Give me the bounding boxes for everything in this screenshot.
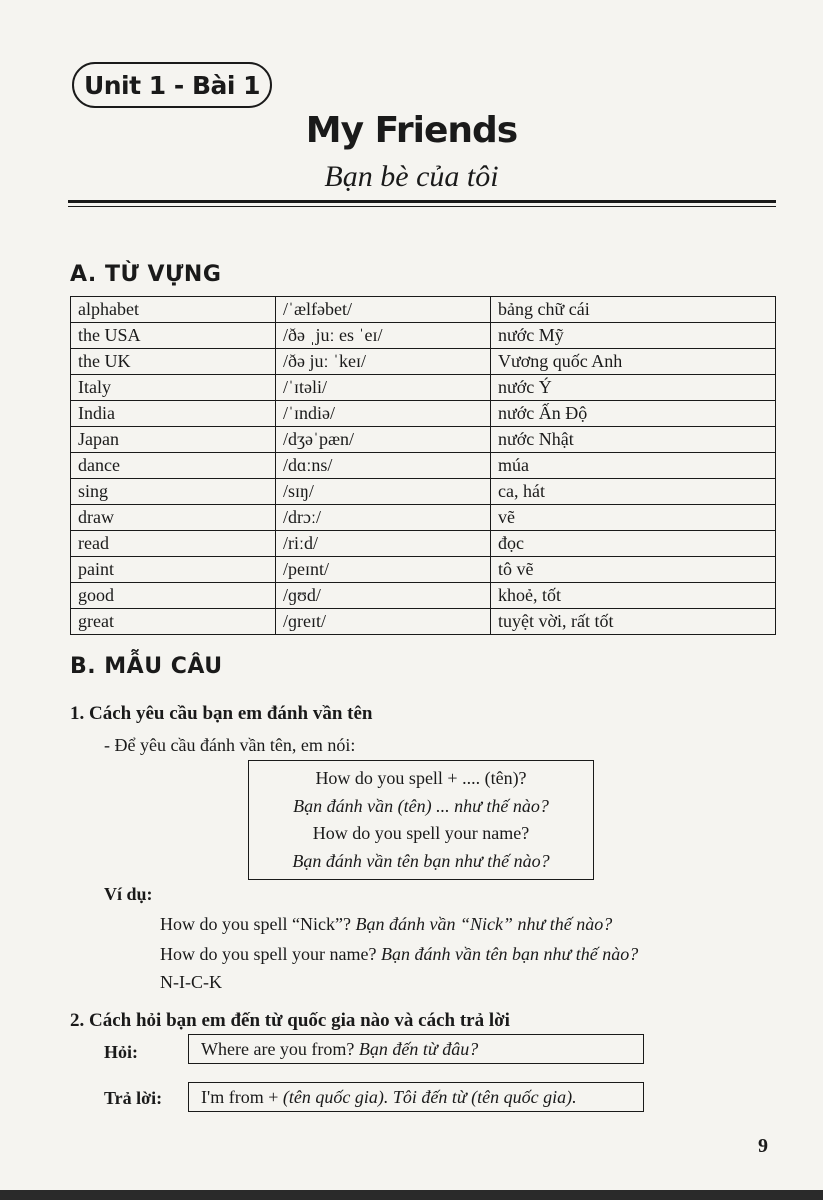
- pattern-line: How do you spell + .... (tên)?: [315, 767, 527, 788]
- vocab-meaning: ca, hát: [491, 479, 776, 505]
- answer-box: [188, 1082, 644, 1112]
- vocab-meaning: múa: [491, 453, 776, 479]
- answer-vietnamese: (tên quốc gia). Tôi đến từ (tên quốc gia).: [282, 1087, 577, 1107]
- page-subtitle: Bạn bè của tôi: [324, 160, 499, 193]
- vocab-row: [71, 531, 776, 557]
- vocab-word: India: [71, 401, 276, 427]
- example-english: How do you spell “Nick”?: [160, 914, 351, 934]
- vocab-word: read: [71, 531, 276, 557]
- vocab-row: [71, 583, 776, 609]
- page-number: 9: [758, 1135, 768, 1157]
- vocab-row: [71, 479, 776, 505]
- vocab-word: good: [71, 583, 276, 609]
- vocab-ipa: /ˈælfəbet/: [276, 297, 491, 323]
- pattern-1-intro: - Để yêu cầu đánh vần tên, em nói:: [104, 735, 356, 755]
- vocab-word: sing: [71, 479, 276, 505]
- example-spelling: N-I-C-K: [160, 972, 222, 992]
- vocab-row: [71, 297, 776, 323]
- vocab-meaning: nước Nhật: [491, 427, 776, 453]
- vocab-ipa: /ðə ˌjuː es ˈeɪ/: [276, 323, 491, 349]
- vocab-meaning: bảng chữ cái: [491, 297, 776, 323]
- question-english: Where are you from?: [201, 1039, 355, 1059]
- pattern-line: Bạn đánh vần tên bạn như thế nào?: [292, 851, 550, 872]
- vocab-row: [71, 401, 776, 427]
- pattern-1-heading: 1. Cách yêu cầu bạn em đánh vần tên: [70, 703, 373, 724]
- vocab-meaning: đọc: [491, 531, 776, 557]
- vocab-ipa: /ðə juː ˈkeɪ/: [276, 349, 491, 375]
- vocab-ipa: /peɪnt/: [276, 557, 491, 583]
- example-vietnamese: Bạn đánh vần tên bạn như thế nào?: [380, 944, 639, 964]
- vocab-meaning: khoẻ, tốt: [491, 583, 776, 609]
- page-title: My Friends: [305, 110, 518, 151]
- section-patterns-heading: B. MẪU CÂU: [70, 654, 223, 679]
- example-vietnamese: Bạn đánh vần “Nick” như thế nào?: [355, 914, 613, 934]
- vocab-ipa: /drɔː/: [276, 505, 491, 531]
- answer-english: I'm from +: [201, 1087, 279, 1107]
- vocab-meaning: Vương quốc Anh: [491, 349, 776, 375]
- vocab-row: [71, 323, 776, 349]
- vocab-word: paint: [71, 557, 276, 583]
- vocab-meaning: tuyệt vời, rất tốt: [491, 609, 776, 635]
- vocab-meaning: nước Mỹ: [491, 323, 776, 349]
- vocab-word: the USA: [71, 323, 276, 349]
- example-line: [160, 914, 612, 935]
- vocab-row: [71, 375, 776, 401]
- section-vocabulary-heading: A. TỪ VỰNG: [70, 262, 222, 287]
- vocab-row: [71, 505, 776, 531]
- pattern-line: Bạn đánh vần (tên) ... như thế nào?: [293, 795, 549, 816]
- vocab-row: [71, 427, 776, 453]
- question-vietnamese: Bạn đến từ đâu?: [358, 1039, 479, 1059]
- vocab-ipa: /ɡreɪt/: [276, 609, 491, 635]
- pattern-line: How do you spell your name?: [312, 823, 530, 844]
- vocab-word: draw: [71, 505, 276, 531]
- vocab-word: alphabet: [71, 297, 276, 323]
- vocab-meaning: tô vẽ: [491, 557, 776, 583]
- vocab-meaning: nước Ấn Độ: [491, 401, 776, 427]
- vocab-row: [71, 453, 776, 479]
- vocab-meaning: vẽ: [491, 505, 776, 531]
- vocab-word: the UK: [71, 349, 276, 375]
- header-rule-thin: [68, 206, 776, 207]
- vocab-meaning: nước Ý: [491, 375, 776, 401]
- vocab-word: Italy: [71, 375, 276, 401]
- vocab-ipa: /dɑːns/: [276, 453, 491, 479]
- vocab-word: dance: [71, 453, 276, 479]
- vocab-ipa: /riːd/: [276, 531, 491, 557]
- question-box: [188, 1034, 644, 1064]
- header-rule-thick: [68, 200, 776, 203]
- example-label: Ví dụ:: [104, 884, 153, 904]
- vocab-ipa: /ˈɪtəli/: [276, 375, 491, 401]
- example-line: [160, 944, 638, 965]
- unit-badge: Unit 1 - Bài 1: [72, 62, 272, 108]
- answer-label: Trả lời:: [104, 1088, 163, 1108]
- vocab-ipa: /sɪŋ/: [276, 479, 491, 505]
- vocab-ipa: /ˈɪndiə/: [276, 401, 491, 427]
- page-bottom-edge: [0, 1190, 823, 1200]
- pattern-2-heading: 2. Cách hỏi bạn em đến từ quốc gia nào và cách trả lời: [70, 1010, 510, 1031]
- vocab-ipa: /dʒəˈpæn/: [276, 427, 491, 453]
- pattern-1-box: [248, 760, 594, 880]
- vocab-word: Japan: [71, 427, 276, 453]
- vocab-ipa: /ɡʊd/: [276, 583, 491, 609]
- vocab-row: [71, 609, 776, 635]
- vocab-word: great: [71, 609, 276, 635]
- question-label: Hỏi:: [104, 1042, 138, 1062]
- example-english: How do you spell your name?: [160, 944, 377, 964]
- vocab-row: [71, 349, 776, 375]
- vocabulary-table: [70, 296, 776, 635]
- vocab-row: [71, 557, 776, 583]
